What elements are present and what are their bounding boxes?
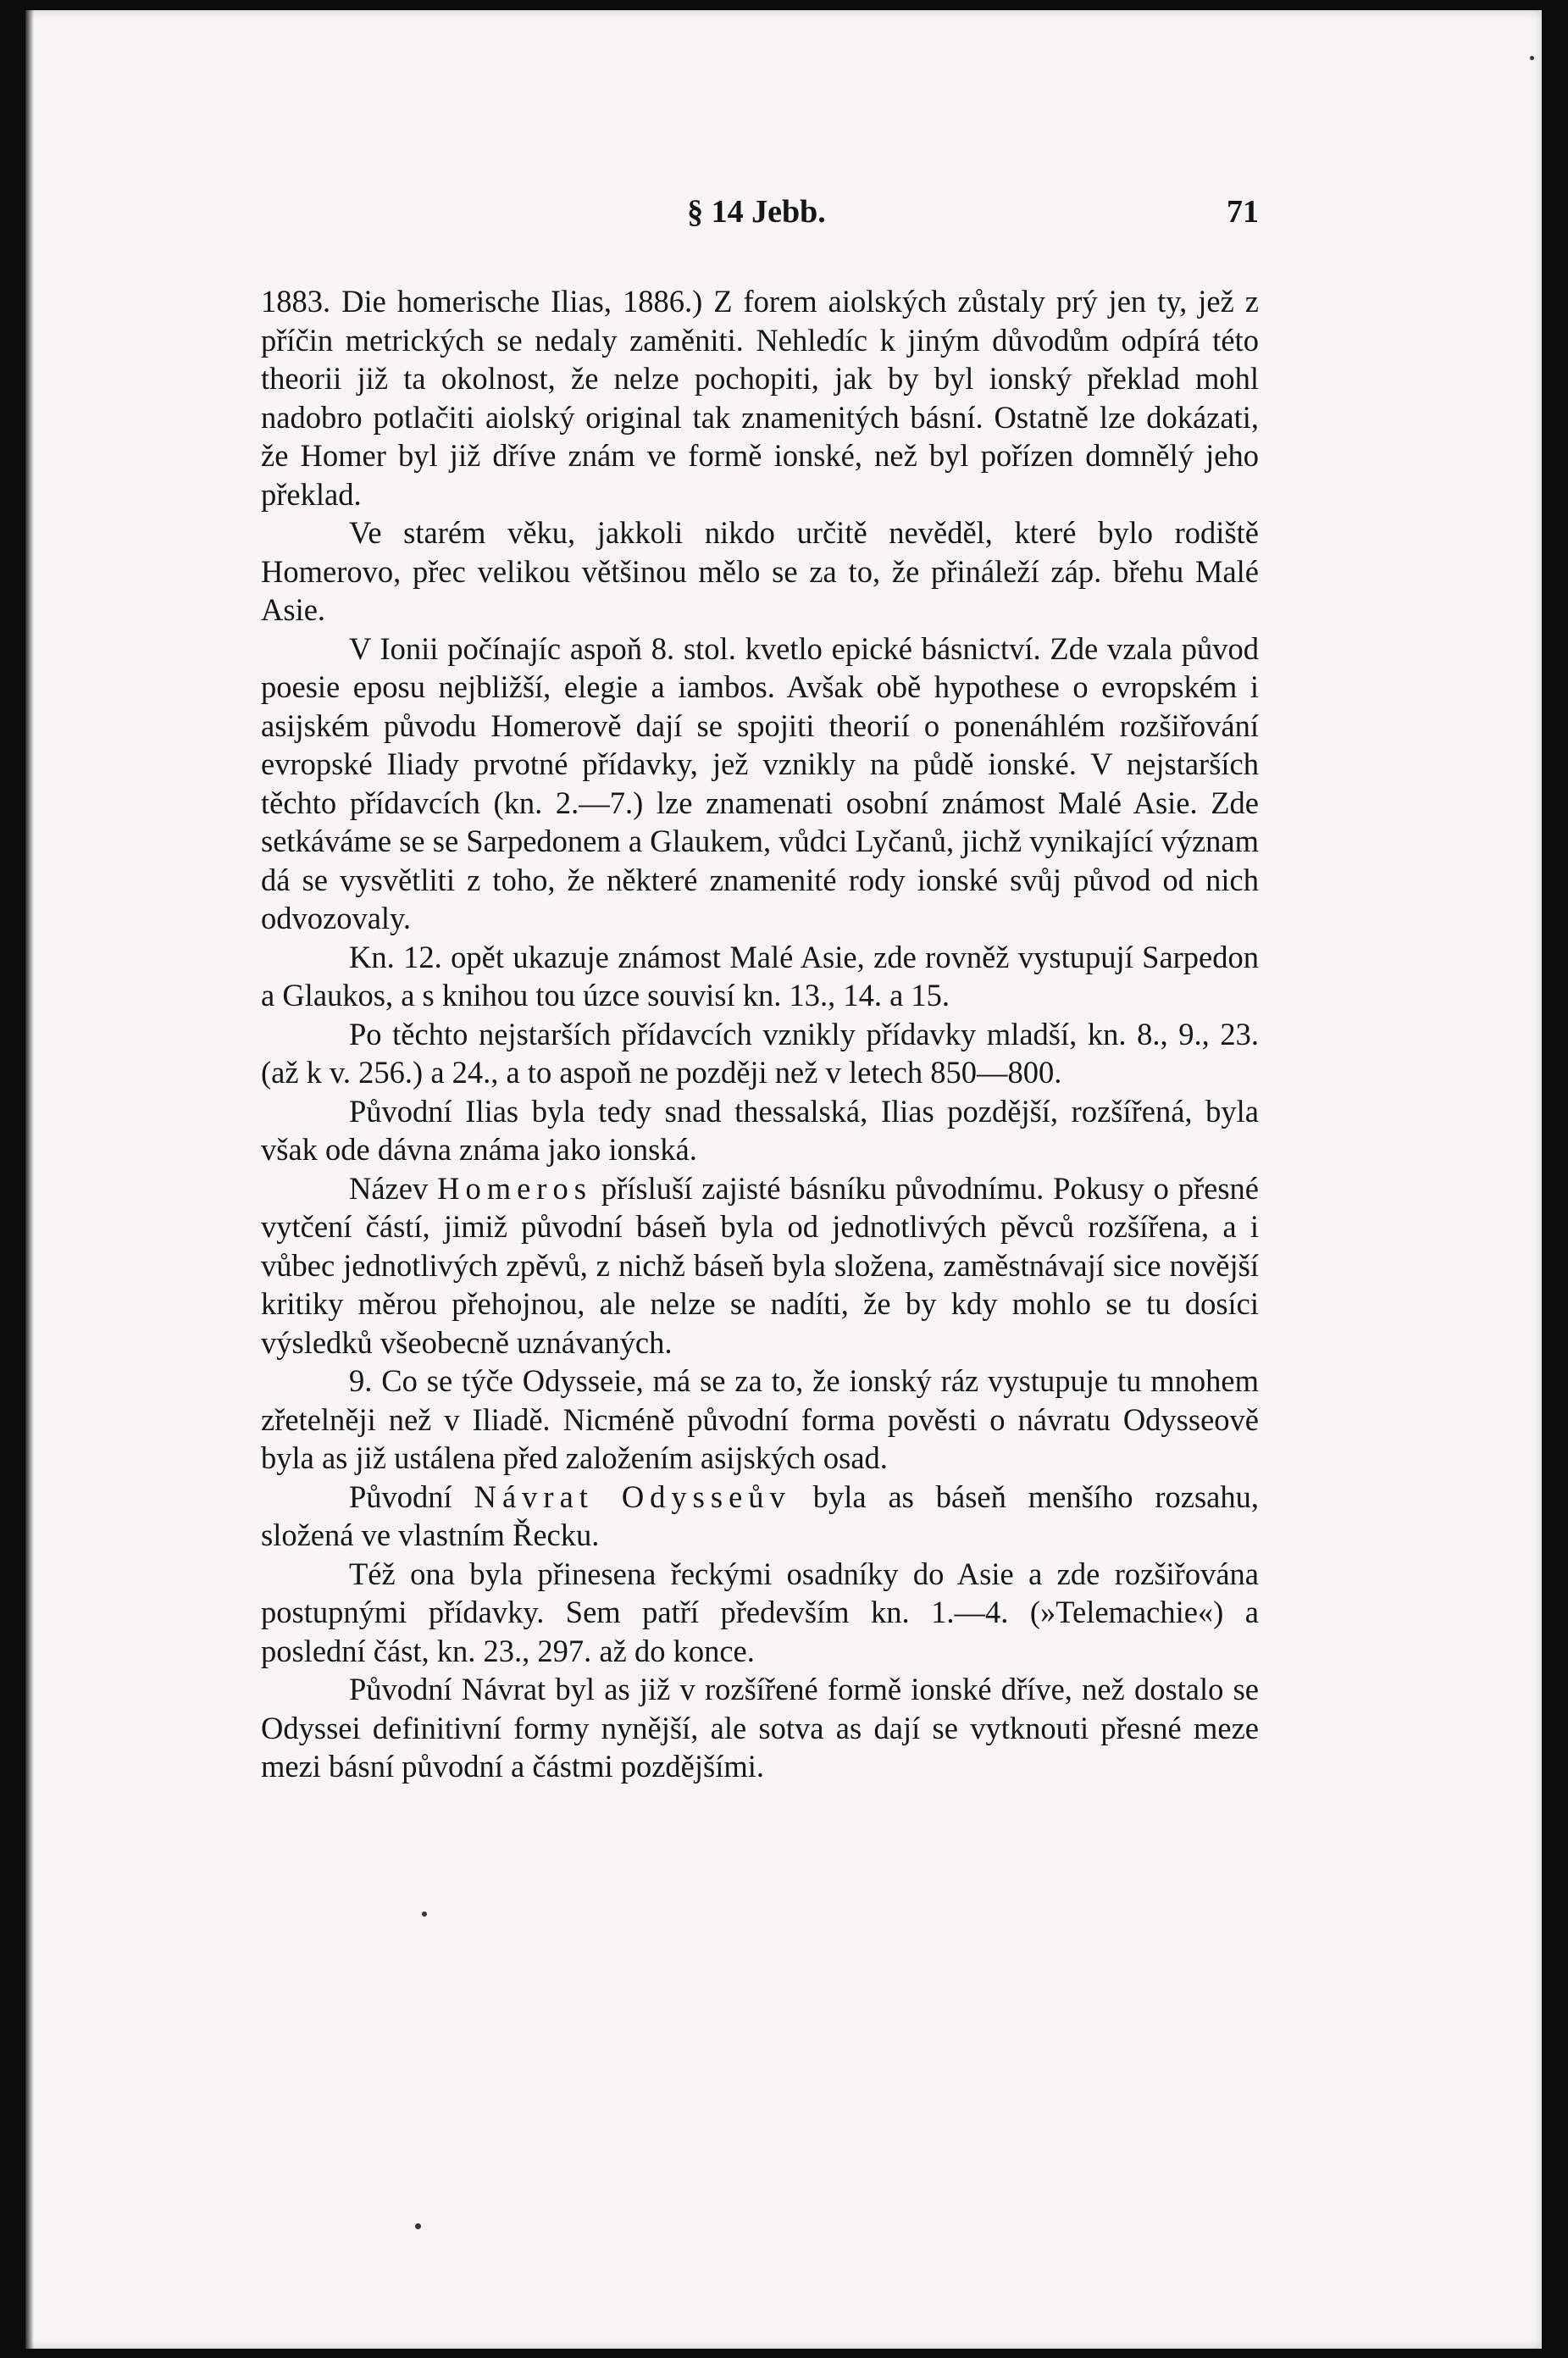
paragraph-6: Původní Ilias byla tedy snad thessalská, Ilias pozdější, rozšířená, byla však ode dávna známa jako ionská.	[261, 1093, 1259, 1167]
paragraph-2: Ve starém věku, jakkoli nikdo určitě nevěděl, které bylo rodiště Homerovo, přec velikou většinou mělo se za to, že přináleží záp. břehu Malé Asie.	[261, 515, 1259, 627]
spaced-term-homeros: Homeros	[437, 1170, 592, 1206]
paragraph-9	[261, 1478, 1259, 1555]
page-number: 71	[1227, 194, 1259, 230]
paragraph-5: Po těchto nejstarších přídavcích vznikly přídavky mladší, kn. 8., 9., 23. (až k v. 256.) a 24., a to aspoň ne později než v letech 850—800.	[261, 1016, 1259, 1090]
scan-speck	[422, 1911, 427, 1917]
running-title: § 14 Jebb.	[687, 194, 826, 230]
scan-speck	[415, 2223, 421, 2229]
paragraph-9-rest: byla as báseň menšího rozsahu, složená ve vlastním Řecku.	[261, 1479, 1259, 1552]
paragraph-7	[261, 1169, 1259, 1362]
spaced-term-navrat-odysseuv: Návrat Odysseův	[474, 1479, 791, 1514]
page-binding-shadow	[25, 10, 34, 2349]
paragraph-11: Původní Návrat byl as již v rozšířené formě ionské dříve, než dostalo se Odyssei definitivní formy nynější, ale sotva as dají se vytknouti přesné meze mezi básní původní a částmi pozdějšími.	[261, 1672, 1259, 1784]
paragraph-7-start: Název	[349, 1170, 438, 1206]
paragraph-7-rest: přísluší zajisté básníku původnímu. Pokusy o přesné vytčení částí, jimiž původní báseň byla od jednotlivých pěvců rozšířena, a i vůbec jednotlivých zpěvů, z nichž báseň byla složena, zaměstnávají sice novější kritiky měrou přehojnou, ale nelze se nadíti, že by kdy mohlo se tu dosíci výsledků všeobecně uznávaných.	[261, 1170, 1259, 1360]
paragraph-4: Kn. 12. opět ukazuje známost Malé Asie, zde rovněž vystupují Sarpedon a Glaukos, a s knihou tou úzce souvisí kn. 13., 14. a 15.	[261, 939, 1259, 1013]
paragraph-3: V Ionii počínajíc aspoň 8. stol. kvetlo epické básnictví. Zde vzala původ poesie eposu nejbližší, elegie a iambos. Avšak obě hypothese o evropském i asijském původu Homerově dají se spojiti theorií o ponenáhlém rozšiřování evropské Iliady prvotné přídavky, jež vznikly na půdě ionské. V nejstarších těchto přídavcích (kn. 2.—7.) lze znamenati osobní známost Malé Asie. Zde setkáváme se se Sarpedonem a Glaukem, vůdci Lyčanů, jichž vynikající význam dá se vysvětliti z toho, že některé znamenité rody ionské svůj původ od nich odvozovaly.	[261, 630, 1259, 935]
body-text	[261, 282, 1259, 1786]
paragraph-10: Též ona byla přinesena řeckými osadníky do Asie a zde rozšiřována postupnými přídavky. Sem patří především kn. 1.—4. (»Telemachie«) a poslední část, kn. 23., 297. až do konce.	[261, 1556, 1259, 1668]
paragraph-9-start: Původní	[349, 1479, 474, 1514]
paragraph-8: 9. Co se týče Odysseie, má se za to, že ionský ráz vystupuje tu mnohem zřetelněji než v Iliadě. Nicméně původní forma pověsti o návratu Odysseově byla as již ustálena před založením asijských osad.	[261, 1363, 1259, 1475]
paragraph-1: 1883. Die homerische Ilias, 1886.) Z forem aiolských zůstaly prý jen ty, jež z příčin metrických se nedaly zaměniti. Nehledíc k jiným důvodům odpírá této theorii již ta okolnost, že nelze pochopiti, jak by byl ionský překlad mohl nadobro potlačiti aiolský original tak znamenitých básní. Ostatně lze dokázati, že Homer byl již dříve znám ve formě ionské, než byl pořízen domnělý jeho překlad.	[261, 284, 1259, 512]
page-header	[254, 193, 1259, 244]
scan-speck	[1530, 56, 1534, 60]
